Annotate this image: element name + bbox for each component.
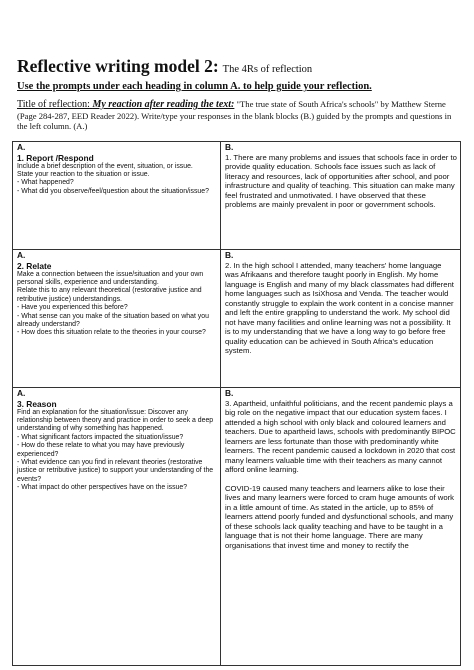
instructions: Use the prompts under each heading in column A. to help guide your reflection. [17, 81, 372, 92]
table-row [13, 250, 461, 388]
page-title [17, 56, 312, 77]
paragraph-spacer [225, 475, 457, 484]
column-a-label: A. [17, 250, 26, 260]
column-a-label: A. [17, 388, 26, 398]
response-cell[interactable] [221, 388, 461, 666]
table-row [13, 142, 461, 250]
column-b-label: B. [225, 142, 234, 152]
section-heading: 1. Report /Respond [17, 152, 94, 163]
prompt-line: Make a connection between the issue/situation and your own personal skills, experience and understanding. [17, 270, 204, 286]
prompt-line: - What impact do other perspectives have on the issue? [17, 484, 188, 492]
reflection-table [12, 141, 461, 666]
reflection-text: "The true state of South Africa's schools" by Matthew Sterne (Page 284-287, EED Reader 2022). Write/type your responses in the blank blocks (B.) guided by the prompts and questions in the left column. (A.) [17, 99, 452, 132]
prompt-line: - How does this situation relate to the theories in your course? [17, 329, 206, 337]
prompt-line: - What sense can you make of the situation based on what you already understand? [17, 312, 209, 328]
table-row [13, 388, 461, 666]
reflection-label [17, 99, 234, 110]
response-paragraph: 3. Apartheid, unfaithful politicians, and the recent pandemic plays a big role on the negative impact that our education system faces. I attended a high school with only black and coloured learners and teachers. Due to apartheid laws, schools with predominantly BIPOC learners are less fortunate than those with predominantly white learners. The recent pandemic caused a lockdown in 2020 that cost many learners valuable time with their teachers as many cannot afford online learning. [225, 398, 456, 474]
reflection-intro [17, 99, 461, 132]
response-paragraph: 1. There are many problems and issues that schools face in order to provide quality education. Schools face issues such as lack of literacy and resources, lack of opportunities after school, and poor infrastructure and quality of teaching. This situation can make many feel frustrated and unmotivated. I have observed that these problems are mainly prevalent in poor or government schools. [225, 152, 457, 209]
reflection-title: My reaction after reading the text: [92, 99, 235, 110]
column-a-label: A. [17, 142, 26, 152]
prompt-cell [13, 388, 221, 666]
title-subtitle: The 4Rs of reflection [222, 64, 313, 75]
prompt-line: Find an explanation for the situation/issue: Discover any relationship between theory and practice in order to seek a deep understanding of why something has happened. [17, 408, 214, 433]
response-paragraph: 2. In the high school I attended, many teachers' home language was Afrikaans and therefore taught poorly in English. My home language is English and many of my black classmates had different home languages such as IsiXhosa and Venda. The teacher would constantly struggle to explain the work content in a concise manner and left the entire grappling to understand the work. My school did not have many facilities and online learning was not a possibility. It is to my understanding that we have a long way to go before free quality education can be achieved in South Africa's education system. [225, 260, 454, 355]
response-paragraph: COVID-19 caused many teachers and learners alike to lose their lives and many learners were forced to cram huge amounts of work in a little amount of time. As stated in the article, up to 85% of learners attend poorly funded and dysfunctional schools, and many of these schools lack quality teaching and have to be taught in a language that is not their home language. There are many organisations that invest time and money to rectify the [225, 483, 455, 550]
prompt-line: Relate this to any relevant theoretical (restorative justice and retributive justice) understandings. [17, 287, 202, 303]
section-heading: 3. Reason [17, 398, 57, 409]
prompt-line: - How do these relate to what you may have previously experienced? [17, 442, 185, 458]
column-b-label: B. [225, 388, 234, 398]
prompt-line: - What significant factors impacted the situation/issue? [17, 433, 184, 441]
prompt-line: - What evidence can you find in relevant theories (restorative justice or retributive justice) to support your understanding of the events? [17, 458, 214, 483]
prompt-line: Include a brief description of the event, situation, or issue. [17, 162, 193, 170]
prompt-line: State your reaction to the situation or issue. [17, 170, 150, 178]
response-cell[interactable] [221, 142, 461, 250]
reflection-label-text: Title of reflection: [17, 99, 90, 110]
prompt-cell [13, 250, 221, 388]
prompt-line: - What did you observe/feel/question about the situation/issue? [17, 187, 209, 195]
title-main: Reflective writing model 2: [17, 56, 219, 76]
response-cell[interactable] [221, 250, 461, 388]
section-heading: 2. Relate [17, 260, 52, 271]
prompt-cell [13, 142, 221, 250]
prompt-line: - Have you experienced this before? [17, 304, 128, 312]
column-b-label: B. [225, 250, 234, 260]
prompt-line: - What happened? [17, 179, 74, 187]
